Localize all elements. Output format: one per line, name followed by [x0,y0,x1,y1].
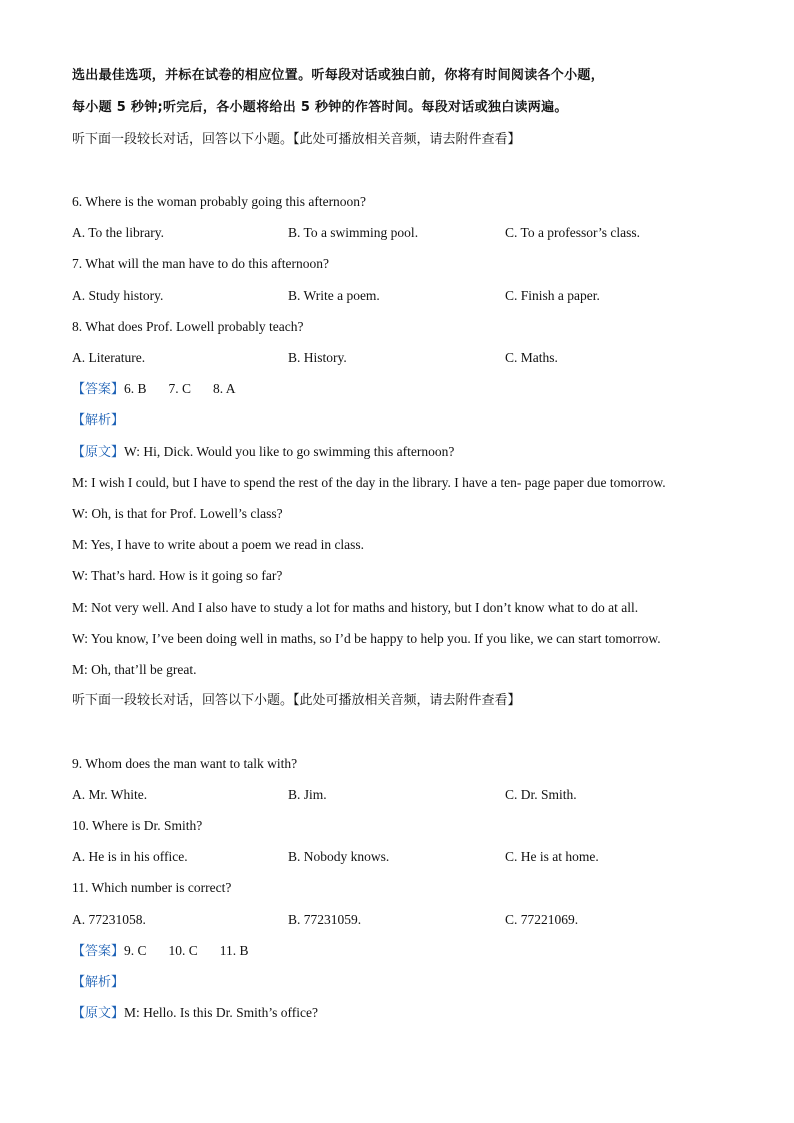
transcript-line: W: That’s hard. How is it going so far? [72,568,283,583]
answer-label: 【答案】 [72,382,125,397]
answer-item: 11. B [219,943,249,958]
answer-row [72,942,271,961]
question-stem: 6. Where is the woman probably going this afternoon? [72,194,367,209]
answer-item: 10. C [168,943,198,958]
transcript-line: M: Oh, that’ll be great. [72,662,197,677]
section-intro: 听下面一段较长对话，回答以下小题。【此处可播放相关音频，请去附件查看】 [72,693,521,708]
option-b: B. 77231059. [288,912,362,927]
question-stem: 11. Which number is correct? [72,880,232,895]
answer-item: 6. B [124,381,147,396]
option-a: A. Literature. [72,350,146,365]
instruction-line-1: 选出最佳选项，并标在试卷的相应位置。听每段对话或独白前，你将有时间阅读各个小题， [72,68,605,83]
analysis-row [72,411,124,430]
option-a: A. Study history. [72,288,164,303]
answer-item: 8. A [213,381,236,396]
option-a: A. To the library. [72,225,165,240]
question-stem: 8. What does Prof. Lowell probably teach? [72,319,304,334]
option-b: B. To a swimming pool. [288,225,419,240]
option-a: A. Mr. White. [72,787,148,802]
option-b: B. Write a poem. [288,288,380,303]
option-c: C. To a professor’s class. [505,225,641,240]
transcript-line: M: I wish I could, but I have to spend the rest of the day in the library. I have a ten- page paper due tomorrow. [72,475,666,490]
option-b: B. Jim. [288,787,327,802]
analysis-row [72,973,124,992]
option-b: B. History. [288,350,347,365]
transcript-label: 【原文】 [72,445,125,460]
question-stem: 7. What will the man have to do this afternoon? [72,256,329,271]
option-a: A. 77231058. [72,912,146,927]
question-stem: 9. Whom does the man want to talk with? [72,756,298,771]
option-a: A. He is in his office. [72,849,188,864]
question-stem: 10. Where is Dr. Smith? [72,818,203,833]
answer-label: 【答案】 [72,944,125,959]
instruction-line-2: 每小题 5 秒钟;听完后，各小题将给出 5 秒钟的作答时间。每段对话或独白读两遍。 [72,100,568,115]
transcript-line: W: You know, I’ve been doing well in maths, so I’d be happy to help you. If you like, we can start tomorrow. [72,631,661,646]
option-c: C. 77221069. [505,912,579,927]
transcript-text: M: Hello. Is this Dr. Smith’s office? [124,1005,319,1020]
transcript-line: W: Oh, is that for Prof. Lowell’s class? [72,506,283,521]
transcript-line: M: Not very well. And I also have to study a lot for maths and history, but I don’t know what to do at all. [72,600,639,615]
option-c: C. Maths. [505,350,558,365]
option-c: C. Finish a paper. [505,288,600,303]
option-c: C. Dr. Smith. [505,787,577,802]
answer-row [72,380,258,399]
transcript-label: 【原文】 [72,1006,125,1021]
option-b: B. Nobody knows. [288,849,390,864]
section-intro: 听下面一段较长对话，回答以下小题。【此处可播放相关音频，请去附件查看】 [72,132,521,147]
transcript-line [72,1004,318,1023]
transcript-line: M: Yes, I have to write about a poem we read in class. [72,537,365,552]
option-c: C. He is at home. [505,849,599,864]
analysis-label: 【解析】 [72,413,125,428]
answer-item: 7. C [168,381,192,396]
transcript-text: W: Hi, Dick. Would you like to go swimming this afternoon? [124,444,455,459]
answer-item: 9. C [124,943,147,958]
transcript-line [72,443,454,462]
analysis-label: 【解析】 [72,975,125,990]
